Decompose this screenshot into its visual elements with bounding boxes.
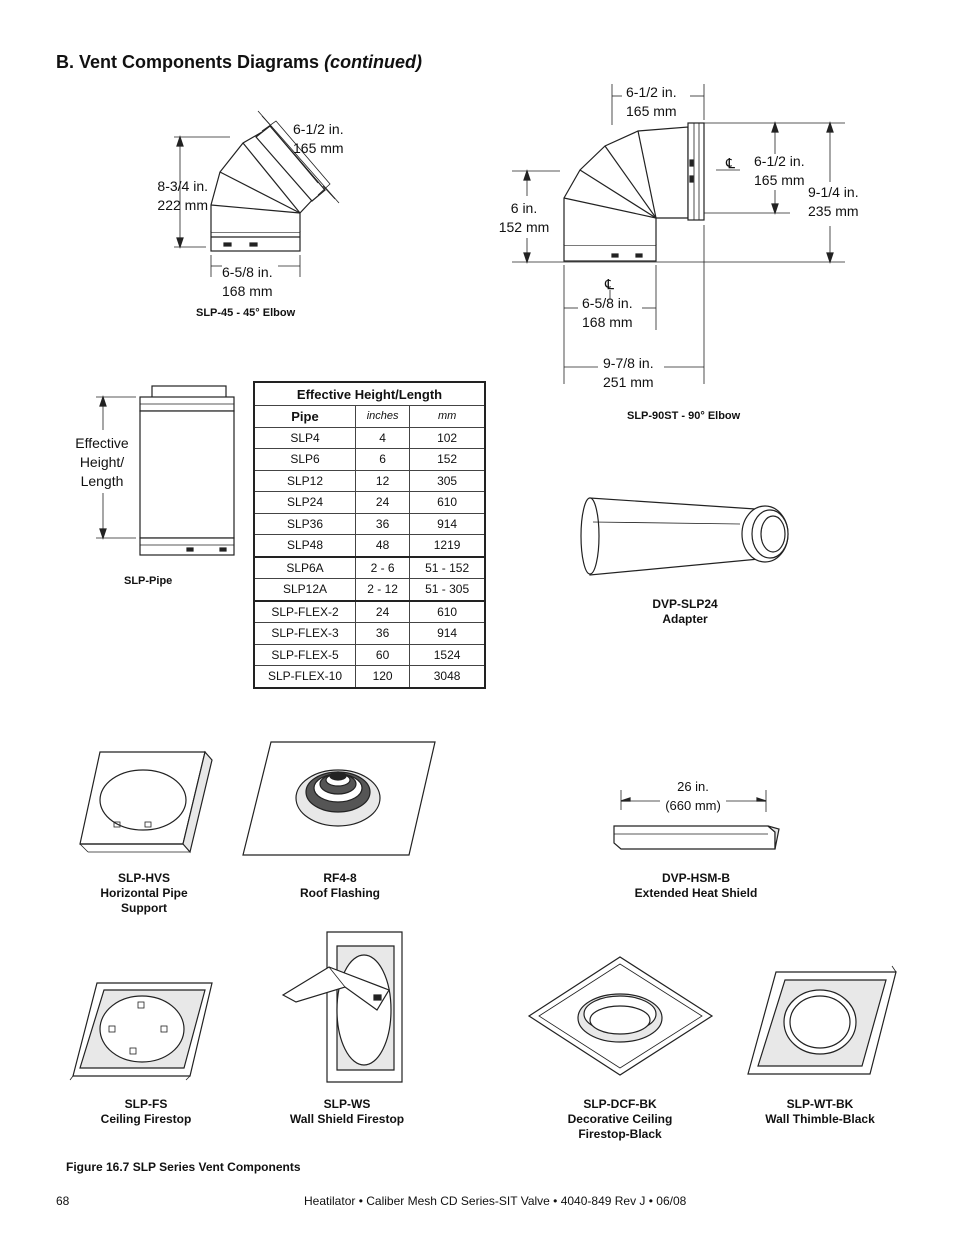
cell-mm: 51 - 152 bbox=[410, 557, 485, 579]
cell-mm: 51 - 305 bbox=[410, 579, 485, 601]
cell-mm: 914 bbox=[410, 513, 485, 535]
hsm-caption-2: Extended Heat Shield bbox=[634, 886, 758, 900]
elbow90-centerline-bottom: ℄ bbox=[605, 276, 614, 292]
cell-pipe: SLP36 bbox=[254, 513, 356, 535]
dcf-caption-3: Firestop-Black bbox=[578, 1127, 662, 1141]
effective-height-table bbox=[253, 381, 486, 689]
elbow90-centerline-right: ℄ bbox=[726, 155, 735, 171]
cell-inches: 120 bbox=[356, 666, 410, 688]
elbow90-left-mm: 152 mm bbox=[498, 219, 550, 235]
wt-caption bbox=[755, 1097, 885, 1127]
cell-inches: 12 bbox=[356, 470, 410, 492]
elbow90-top-dimension bbox=[626, 83, 677, 121]
cell-inches: 24 bbox=[356, 601, 410, 623]
heading-main: B. Vent Components Diagrams bbox=[56, 52, 325, 72]
dvp-slp24-adapter-drawing bbox=[581, 498, 788, 575]
dcf-caption-2: Decorative Ceiling bbox=[567, 1112, 673, 1126]
table-row bbox=[254, 557, 485, 579]
elbow90-bottom2-mm: 251 mm bbox=[603, 374, 654, 390]
slp-dcf-bk-drawing bbox=[529, 957, 712, 1075]
elbow90-right2-mm: 235 mm bbox=[808, 203, 859, 219]
hvs-caption-3: Support bbox=[121, 901, 167, 915]
elbow90-bottom1-mm: 168 mm bbox=[582, 314, 633, 330]
footer-text: Heatilator • Caliber Mesh CD Series-SIT Valve • 4040-849 Rev J • 06/08 bbox=[304, 1194, 687, 1208]
cell-inches: 2 - 6 bbox=[356, 557, 410, 579]
elbow-90-drawing bbox=[512, 84, 845, 384]
elbow90-bottom2-in: 9-7/8 in. bbox=[603, 355, 654, 371]
hsm-caption bbox=[620, 871, 772, 901]
table-header-pipe: Pipe bbox=[254, 406, 356, 428]
table-row bbox=[254, 449, 485, 471]
pipe-label-line2: Height/ bbox=[79, 454, 125, 470]
hvs-caption-2: Horizontal Pipe bbox=[100, 886, 188, 900]
pipe-label-line3: Length bbox=[80, 473, 124, 489]
slp-ws-drawing bbox=[283, 932, 402, 1082]
table-row bbox=[254, 666, 485, 688]
cell-mm: 914 bbox=[410, 623, 485, 645]
fs-caption bbox=[86, 1097, 206, 1127]
pipe-caption: SLP-Pipe bbox=[124, 575, 173, 587]
elbow45-top-mm: 165 mm bbox=[293, 140, 344, 156]
pipe-effective-height-label bbox=[68, 434, 136, 491]
cell-pipe: SLP-FLEX-5 bbox=[254, 644, 356, 666]
table-row bbox=[254, 492, 485, 514]
table-body bbox=[254, 427, 485, 688]
table-header-inches: inches bbox=[356, 406, 410, 428]
ws-caption-2: Wall Shield Firestop bbox=[289, 1112, 405, 1126]
cell-mm: 305 bbox=[410, 470, 485, 492]
cell-pipe: SLP4 bbox=[254, 427, 356, 449]
fs-caption-1: SLP-FS bbox=[124, 1097, 168, 1111]
elbow90-left-in: 6 in. bbox=[510, 200, 538, 216]
fs-caption-2: Ceiling Firestop bbox=[100, 1112, 192, 1126]
table-row bbox=[254, 644, 485, 666]
dcf-caption bbox=[555, 1097, 685, 1142]
cell-pipe: SLP24 bbox=[254, 492, 356, 514]
cell-pipe: SLP12A bbox=[254, 579, 356, 601]
table-title: Effective Height/Length bbox=[254, 382, 485, 406]
cell-pipe: SLP6A bbox=[254, 557, 356, 579]
elbow45-top-dimension bbox=[293, 120, 344, 158]
table-row bbox=[254, 601, 485, 623]
slp-hvs-drawing bbox=[80, 752, 212, 852]
table-row bbox=[254, 535, 485, 557]
hvs-caption bbox=[84, 871, 204, 916]
dcf-caption-1: SLP-DCF-BK bbox=[583, 1097, 657, 1111]
table-row bbox=[254, 470, 485, 492]
adapter-caption bbox=[647, 597, 723, 627]
cell-inches: 36 bbox=[356, 513, 410, 535]
pipe-label-line1: Effective bbox=[75, 435, 129, 451]
elbow90-bottom1-dimension bbox=[582, 294, 633, 332]
rf-caption-2: Roof Flashing bbox=[300, 886, 380, 900]
cell-inches: 24 bbox=[356, 492, 410, 514]
adapter-caption-1: DVP-SLP24 bbox=[652, 597, 718, 611]
elbow90-bottom1-in: 6-5/8 in. bbox=[582, 295, 633, 311]
adapter-caption-2: Adapter bbox=[662, 612, 708, 626]
slp-fs-drawing bbox=[70, 983, 212, 1080]
hsm-dim-mm: (660 mm) bbox=[665, 798, 721, 813]
cell-pipe: SLP12 bbox=[254, 470, 356, 492]
elbow45-bottom-dimension bbox=[222, 263, 273, 301]
elbow90-caption: SLP-90ST - 90° Elbow bbox=[627, 410, 741, 422]
elbow45-bottom-mm: 168 mm bbox=[222, 283, 273, 299]
cell-mm: 102 bbox=[410, 427, 485, 449]
cell-pipe: SLP-FLEX-3 bbox=[254, 623, 356, 645]
page-number: 68 bbox=[56, 1194, 70, 1208]
cell-pipe: SLP-FLEX-2 bbox=[254, 601, 356, 623]
elbow45-left-mm: 222 mm bbox=[157, 197, 208, 213]
cell-pipe: SLP-FLEX-10 bbox=[254, 666, 356, 688]
hsm-dimension bbox=[655, 777, 731, 815]
hsm-dim-in: 26 in. bbox=[677, 779, 709, 794]
rf4-8-roof-flashing-drawing bbox=[243, 742, 435, 855]
elbow90-right1-in: 6-1/2 in. bbox=[754, 153, 805, 169]
figure-caption: Figure 16.7 SLP Series Vent Components bbox=[66, 1160, 301, 1174]
cell-inches: 60 bbox=[356, 644, 410, 666]
table-header-mm: mm bbox=[410, 406, 485, 428]
rf-caption-1: RF4-8 bbox=[323, 871, 357, 885]
elbow90-bottom2-dimension bbox=[603, 354, 654, 392]
elbow90-top-in: 6-1/2 in. bbox=[626, 84, 677, 100]
cell-mm: 610 bbox=[410, 601, 485, 623]
table-row bbox=[254, 427, 485, 449]
cell-pipe: SLP6 bbox=[254, 449, 356, 471]
elbow90-right1-dimension bbox=[754, 152, 805, 190]
table-row bbox=[254, 513, 485, 535]
cell-mm: 3048 bbox=[410, 666, 485, 688]
cell-mm: 152 bbox=[410, 449, 485, 471]
hvs-caption-1: SLP-HVS bbox=[117, 871, 170, 885]
elbow45-left-dimension bbox=[150, 177, 208, 215]
rf-caption bbox=[280, 871, 400, 901]
elbow90-right2-in: 9-1/4 in. bbox=[808, 184, 859, 200]
cell-mm: 610 bbox=[410, 492, 485, 514]
elbow45-left-in: 8-3/4 in. bbox=[157, 178, 208, 194]
table-row bbox=[254, 623, 485, 645]
slp-wt-bk-drawing bbox=[748, 966, 896, 1074]
ws-caption bbox=[282, 1097, 412, 1127]
wt-caption-2: Wall Thimble-Black bbox=[765, 1112, 875, 1126]
cell-pipe: SLP48 bbox=[254, 535, 356, 557]
elbow90-top-mm: 165 mm bbox=[626, 103, 677, 119]
elbow90-right2-dimension bbox=[808, 183, 859, 221]
cell-mm: 1219 bbox=[410, 535, 485, 557]
cell-inches: 2 - 12 bbox=[356, 579, 410, 601]
hsm-caption-1: DVP-HSM-B bbox=[662, 871, 730, 885]
elbow90-left-dimension bbox=[494, 199, 554, 237]
elbow45-top-in: 6-1/2 in. bbox=[293, 121, 344, 137]
ws-caption-1: SLP-WS bbox=[323, 1097, 371, 1111]
elbow90-right1-mm: 165 mm bbox=[754, 172, 805, 188]
cell-mm: 1524 bbox=[410, 644, 485, 666]
cell-inches: 48 bbox=[356, 535, 410, 557]
heading-italic: (continued) bbox=[324, 52, 423, 72]
elbow45-caption: SLP-45 - 45° Elbow bbox=[196, 307, 296, 319]
elbow45-bottom-in: 6-5/8 in. bbox=[222, 264, 273, 280]
wt-caption-1: SLP-WT-BK bbox=[786, 1097, 854, 1111]
cell-inches: 36 bbox=[356, 623, 410, 645]
cell-inches: 4 bbox=[356, 427, 410, 449]
cell-inches: 6 bbox=[356, 449, 410, 471]
table-row bbox=[254, 579, 485, 601]
